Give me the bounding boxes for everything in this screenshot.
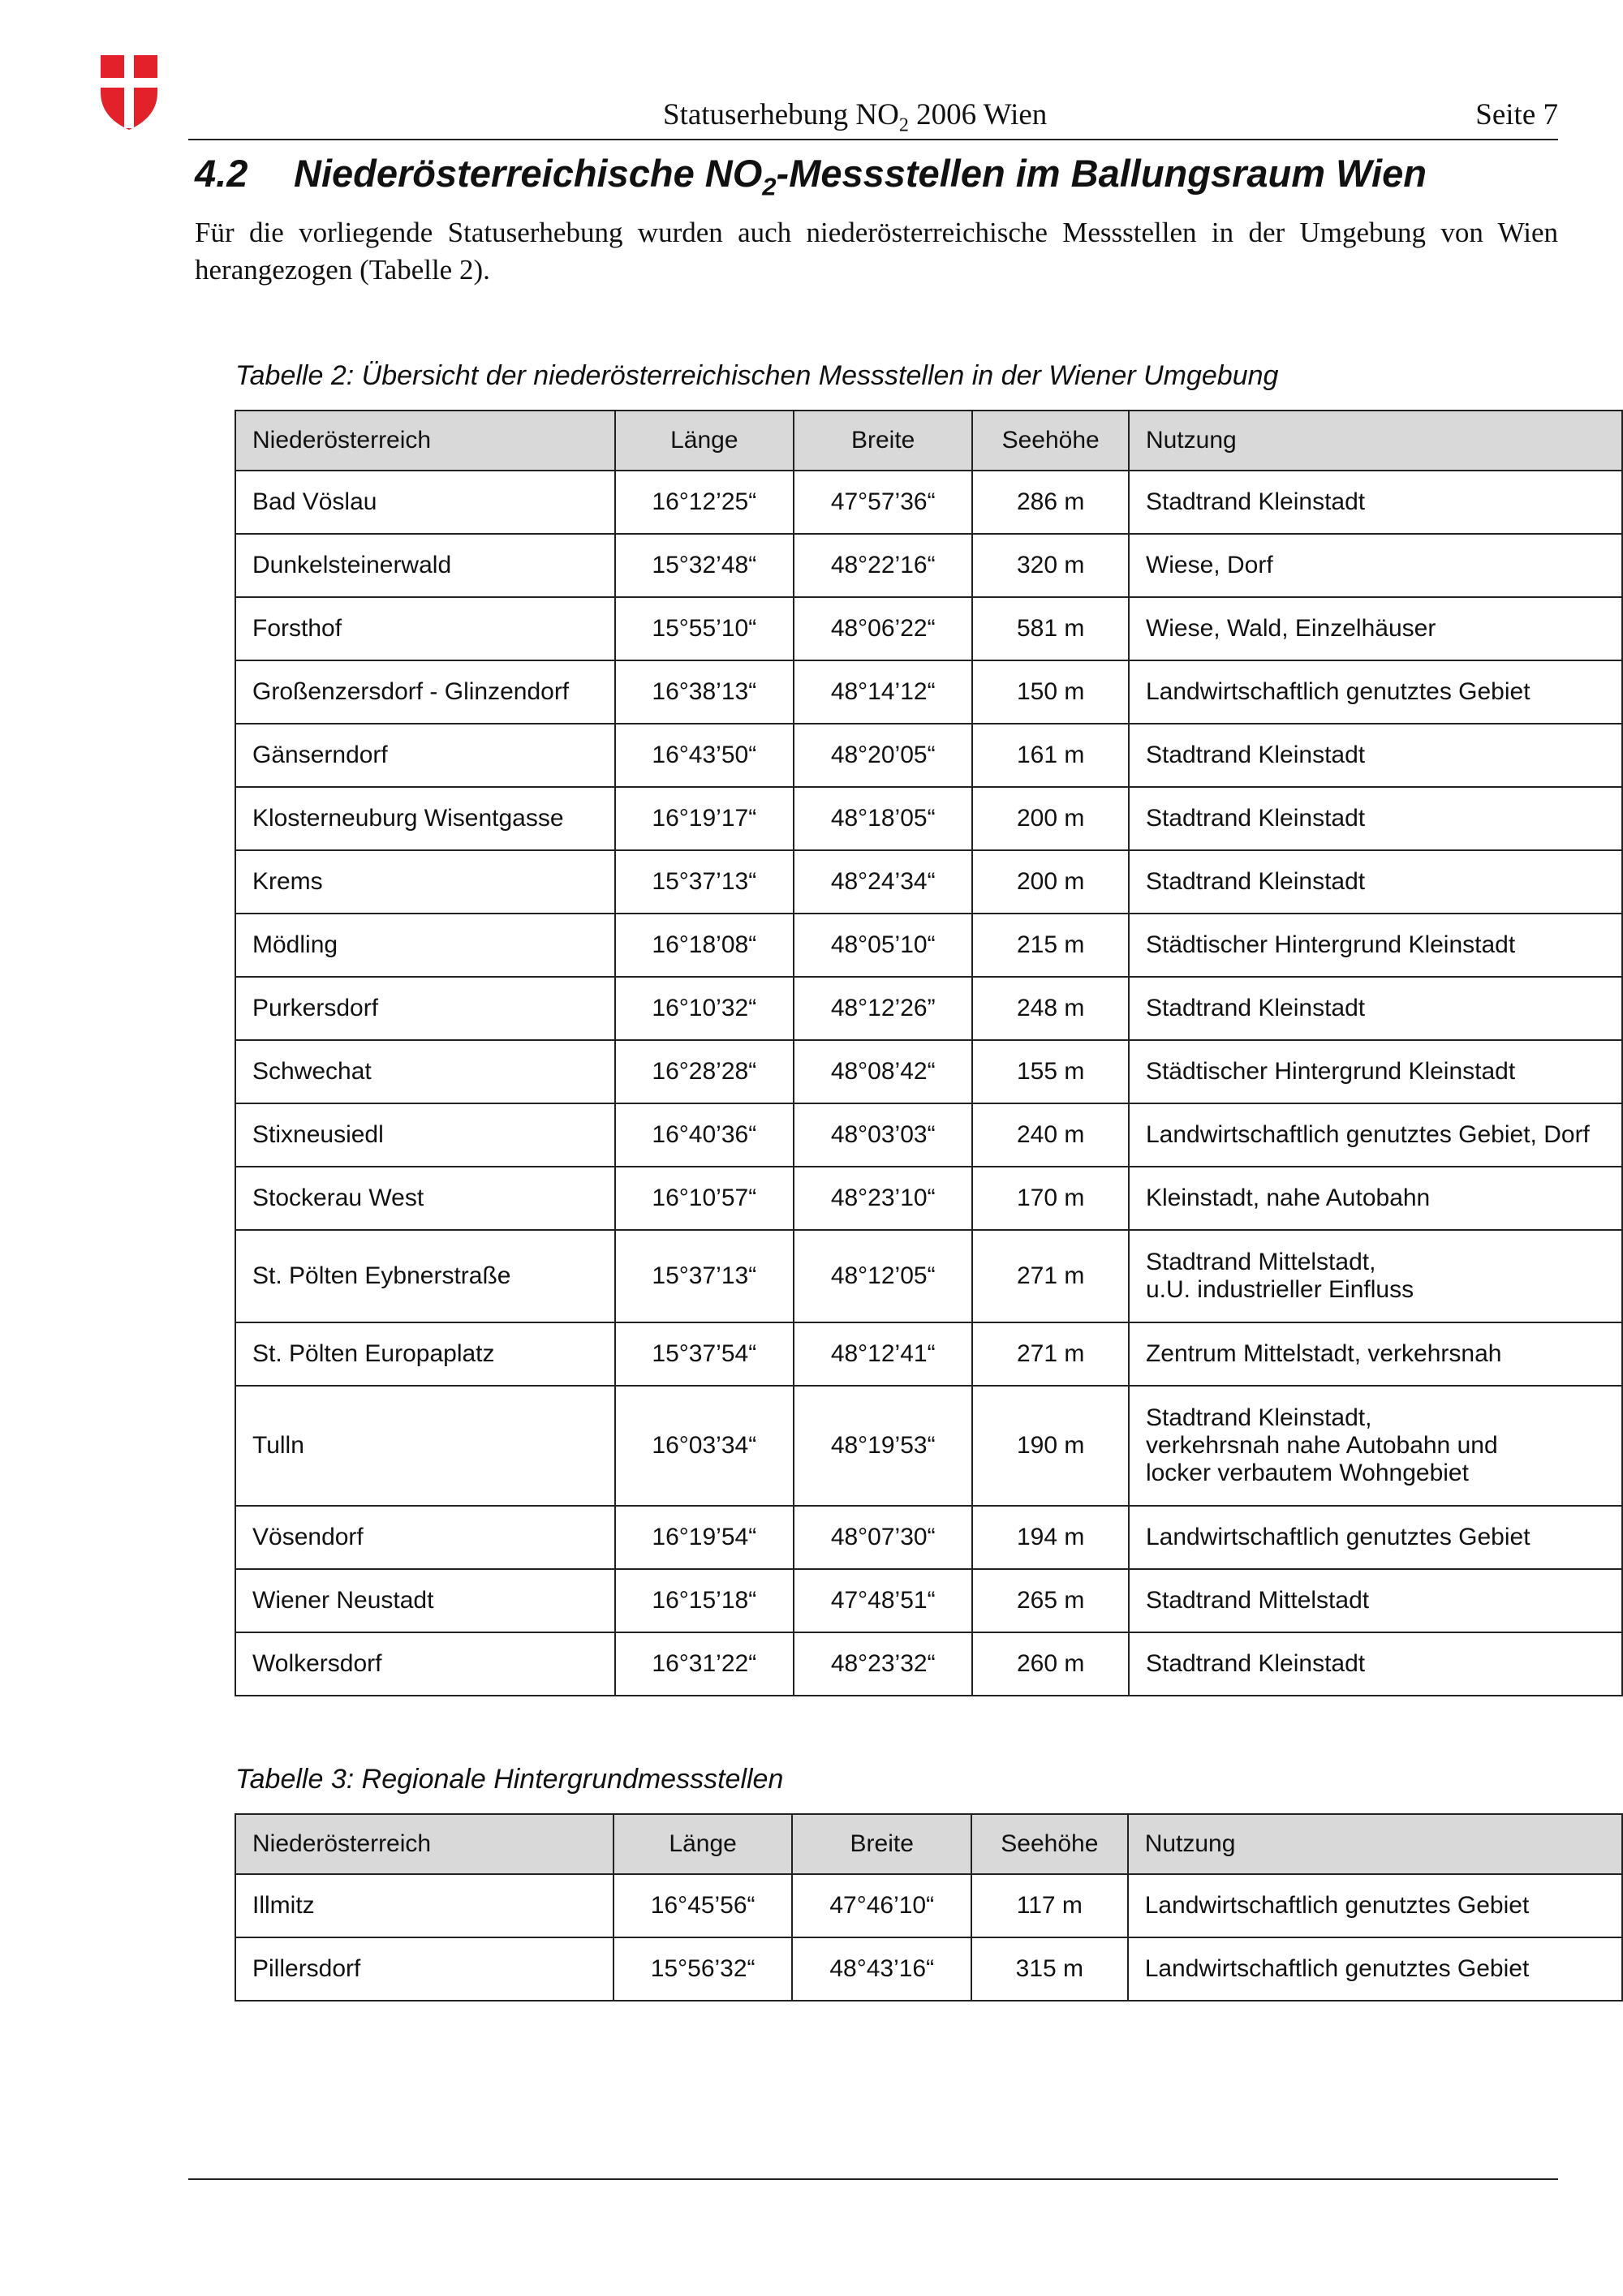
table-header-row: [235, 411, 1622, 471]
table-row: [235, 660, 1622, 724]
longitude-cell: 16°03’34“: [615, 1386, 794, 1506]
station-name-cell: Pillersdorf: [235, 1937, 613, 2001]
running-header: [0, 97, 1623, 136]
altitude-cell: 320 m: [972, 534, 1129, 597]
usage-line: Stadtrand Kleinstadt: [1145, 805, 1366, 832]
table2-caption: Tabelle 2: Übersicht der niederösterreichischen Messstellen in der Wiener Umgebung: [235, 360, 1279, 391]
latitude-cell: 48°05’10“: [794, 914, 972, 977]
station-name-cell: Gänserndorf: [235, 724, 615, 787]
longitude-cell: 15°56’32“: [613, 1937, 793, 2001]
station-name-cell: Stixneusiedl: [235, 1103, 615, 1167]
station-name-cell: Stockerau West: [235, 1167, 615, 1230]
table-row: [235, 1230, 1622, 1322]
usage-line: Landwirtschaftlich genutztes Gebiet: [1145, 1524, 1530, 1550]
altitude-cell: 194 m: [972, 1506, 1129, 1569]
usage-cell: [1129, 1506, 1622, 1569]
table-row: [235, 787, 1622, 850]
latitude-cell: 48°12’26”: [794, 977, 972, 1040]
usage-cell: [1129, 1569, 1622, 1632]
usage-line: u.U. industrieller Einfluss: [1145, 1276, 1414, 1303]
usage-line: Stadtrand Kleinstadt,: [1145, 1404, 1372, 1431]
usage-cell: [1129, 1040, 1622, 1103]
usage-line: Landwirtschaftlich genutztes Gebiet, Dorf: [1145, 1121, 1590, 1148]
usage-cell: [1129, 1230, 1622, 1322]
header-divider: [188, 139, 1558, 140]
station-name-cell: Illmitz: [235, 1874, 613, 1937]
longitude-cell: 16°40’36“: [615, 1103, 794, 1167]
table-row: [235, 1937, 1622, 2001]
longitude-cell: 15°37’54“: [615, 1322, 794, 1386]
usage-line: Stadtrand Mittelstadt: [1145, 1587, 1370, 1614]
longitude-cell: 16°19’54“: [615, 1506, 794, 1569]
usage-line: Stadtrand Kleinstadt: [1145, 488, 1366, 515]
altitude-cell: 200 m: [972, 850, 1129, 914]
usage-cell: [1129, 787, 1622, 850]
column-header-longitude: Länge: [615, 411, 794, 471]
table-row: [235, 1632, 1622, 1696]
intro-paragraph: Für die vorliegende Statuserhebung wurden auch niederösterreichische Messstellen in der Umgebung von Wien herangezogen (Tabelle 2).: [195, 217, 1558, 286]
altitude-cell: 271 m: [972, 1230, 1129, 1322]
longitude-cell: 16°12’25“: [615, 471, 794, 534]
section-number: 4.2: [195, 152, 248, 195]
station-name-cell: Dunkelsteinerwald: [235, 534, 615, 597]
latitude-cell: 47°48’51“: [794, 1569, 972, 1632]
usage-cell: [1129, 914, 1622, 977]
altitude-cell: 200 m: [972, 787, 1129, 850]
longitude-cell: 16°28’28“: [615, 1040, 794, 1103]
altitude-cell: 271 m: [972, 1322, 1129, 1386]
table-row: [235, 471, 1622, 534]
longitude-cell: 16°19’17“: [615, 787, 794, 850]
altitude-cell: 248 m: [972, 977, 1129, 1040]
longitude-cell: 16°18’08“: [615, 914, 794, 977]
column-header-latitude: Breite: [794, 411, 972, 471]
usage-line: Stadtrand Kleinstadt: [1145, 995, 1366, 1021]
longitude-cell: 15°37’13“: [615, 1230, 794, 1322]
table-row: [235, 1874, 1622, 1937]
station-name-cell: Großenzersdorf - Glinzendorf: [235, 660, 615, 724]
column-header-longitude: Länge: [613, 1814, 793, 1874]
station-name-cell: St. Pölten Europaplatz: [235, 1322, 615, 1386]
usage-cell: [1129, 1322, 1622, 1386]
altitude-cell: 286 m: [972, 471, 1129, 534]
usage-cell: [1129, 977, 1622, 1040]
station-name-cell: Purkersdorf: [235, 977, 615, 1040]
longitude-cell: 16°31’22“: [615, 1632, 794, 1696]
longitude-cell: 16°45’56“: [613, 1874, 793, 1937]
latitude-cell: 48°23’10“: [794, 1167, 972, 1230]
column-header-station: Niederösterreich: [235, 411, 615, 471]
footer-divider: [188, 2178, 1558, 2180]
column-header-station: Niederösterreich: [235, 1814, 613, 1874]
station-name-cell: Vösendorf: [235, 1506, 615, 1569]
longitude-cell: 16°15’18“: [615, 1569, 794, 1632]
longitude-cell: 16°10’57“: [615, 1167, 794, 1230]
section-heading: [195, 151, 1427, 201]
usage-line: Kleinstadt, nahe Autobahn: [1145, 1185, 1431, 1211]
altitude-cell: 215 m: [972, 914, 1129, 977]
table-row: [235, 850, 1622, 914]
longitude-cell: 16°38’13“: [615, 660, 794, 724]
usage-cell: [1128, 1937, 1622, 2001]
usage-cell: [1129, 724, 1622, 787]
usage-line: Stadtrand Mittelstadt,: [1145, 1249, 1376, 1275]
column-header-latitude: Breite: [792, 1814, 971, 1874]
usage-cell: [1129, 1103, 1622, 1167]
usage-line: Landwirtschaftlich genutztes Gebiet: [1145, 678, 1530, 705]
latitude-cell: 48°43’16“: [792, 1937, 971, 2001]
latitude-cell: 48°06’22“: [794, 597, 972, 660]
table3-background-stations: [235, 1813, 1623, 2001]
altitude-cell: 315 m: [971, 1937, 1128, 2001]
longitude-cell: 15°37’13“: [615, 850, 794, 914]
usage-line: Stadtrand Kleinstadt: [1145, 1650, 1366, 1677]
altitude-cell: 161 m: [972, 724, 1129, 787]
table-row: [235, 1386, 1622, 1506]
usage-cell: [1129, 660, 1622, 724]
latitude-cell: 48°19’53“: [794, 1386, 972, 1506]
usage-line: verkehrsnah nahe Autobahn und: [1145, 1432, 1498, 1459]
table2-stations: [235, 410, 1623, 1696]
table-row: [235, 534, 1622, 597]
usage-cell: [1129, 471, 1622, 534]
table-row: [235, 1040, 1622, 1103]
latitude-cell: 48°03’03“: [794, 1103, 972, 1167]
altitude-cell: 581 m: [972, 597, 1129, 660]
station-name-cell: Klosterneuburg Wisentgasse: [235, 787, 615, 850]
latitude-cell: 48°12’05“: [794, 1230, 972, 1322]
latitude-cell: 48°08’42“: [794, 1040, 972, 1103]
table-row: [235, 597, 1622, 660]
usage-line: Landwirtschaftlich genutztes Gebiet: [1144, 1955, 1530, 1982]
latitude-cell: 47°57’36“: [794, 471, 972, 534]
usage-line: Stadtrand Kleinstadt: [1145, 742, 1366, 768]
usage-line: Landwirtschaftlich genutztes Gebiet: [1144, 1892, 1530, 1919]
altitude-cell: 155 m: [972, 1040, 1129, 1103]
header-title: Statuserhebung $NO_2$ 2006 Wien: [663, 98, 1048, 136]
altitude-cell: 150 m: [972, 660, 1129, 724]
station-name-cell: Forsthof: [235, 597, 615, 660]
station-name-cell: Wolkersdorf: [235, 1632, 615, 1696]
section-title: Niederösterreichische $NO_2$-Messstellen im Ballungsraum Wien: [294, 152, 1427, 201]
latitude-cell: 48°23’32“: [794, 1632, 972, 1696]
altitude-cell: 190 m: [972, 1386, 1129, 1506]
usage-line: Stadtrand Kleinstadt: [1145, 868, 1366, 895]
table-row: [235, 977, 1622, 1040]
table-row: [235, 1569, 1622, 1632]
station-name-cell: Krems: [235, 850, 615, 914]
page-number: Seite 7: [1475, 98, 1558, 131]
station-name-cell: Mödling: [235, 914, 615, 977]
column-header-altitude: Seehöhe: [972, 411, 1129, 471]
latitude-cell: 47°46’10“: [792, 1874, 971, 1937]
station-name-cell: St. Pölten Eybnerstraße: [235, 1230, 615, 1322]
usage-cell: [1129, 850, 1622, 914]
table-row: [235, 914, 1622, 977]
longitude-cell: 16°10’32“: [615, 977, 794, 1040]
table3-caption: Tabelle 3: Regionale Hintergrundmessstellen: [235, 1764, 784, 1795]
table-row: [235, 1167, 1622, 1230]
longitude-cell: 16°43’50“: [615, 724, 794, 787]
column-header-usage: Nutzung: [1128, 1814, 1622, 1874]
table-row: [235, 1322, 1622, 1386]
latitude-cell: 48°12’41“: [794, 1322, 972, 1386]
latitude-cell: 48°20’05“: [794, 724, 972, 787]
altitude-cell: 265 m: [972, 1569, 1129, 1632]
station-name-cell: Tulln: [235, 1386, 615, 1506]
usage-cell: [1128, 1874, 1622, 1937]
usage-line: Wiese, Dorf: [1145, 552, 1273, 578]
usage-cell: [1129, 1632, 1622, 1696]
usage-line: Städtischer Hintergrund Kleinstadt: [1145, 1058, 1516, 1085]
altitude-cell: 240 m: [972, 1103, 1129, 1167]
latitude-cell: 48°22’16“: [794, 534, 972, 597]
usage-line: Wiese, Wald, Einzelhäuser: [1145, 615, 1436, 642]
usage-cell: [1129, 1167, 1622, 1230]
altitude-cell: 170 m: [972, 1167, 1129, 1230]
altitude-cell: 260 m: [972, 1632, 1129, 1696]
latitude-cell: 48°18’05“: [794, 787, 972, 850]
latitude-cell: 48°24’34“: [794, 850, 972, 914]
column-header-altitude: Seehöhe: [971, 1814, 1128, 1874]
table-header-row: [235, 1814, 1622, 1874]
longitude-cell: 15°55’10“: [615, 597, 794, 660]
table-row: [235, 1103, 1622, 1167]
usage-line: locker verbautem Wohngebiet: [1145, 1460, 1469, 1486]
usage-cell: [1129, 1386, 1622, 1506]
usage-cell: [1129, 534, 1622, 597]
latitude-cell: 48°14’12“: [794, 660, 972, 724]
table-row: [235, 724, 1622, 787]
longitude-cell: 15°32’48“: [615, 534, 794, 597]
station-name-cell: Schwechat: [235, 1040, 615, 1103]
usage-cell: [1129, 597, 1622, 660]
usage-line: Zentrum Mittelstadt, verkehrsnah: [1145, 1340, 1502, 1367]
station-name-cell: Bad Vöslau: [235, 471, 615, 534]
station-name-cell: Wiener Neustadt: [235, 1569, 615, 1632]
column-header-usage: Nutzung: [1129, 411, 1622, 471]
table-row: [235, 1506, 1622, 1569]
altitude-cell: 117 m: [971, 1874, 1128, 1937]
latitude-cell: 48°07’30“: [794, 1506, 972, 1569]
usage-line: Städtischer Hintergrund Kleinstadt: [1145, 931, 1516, 958]
